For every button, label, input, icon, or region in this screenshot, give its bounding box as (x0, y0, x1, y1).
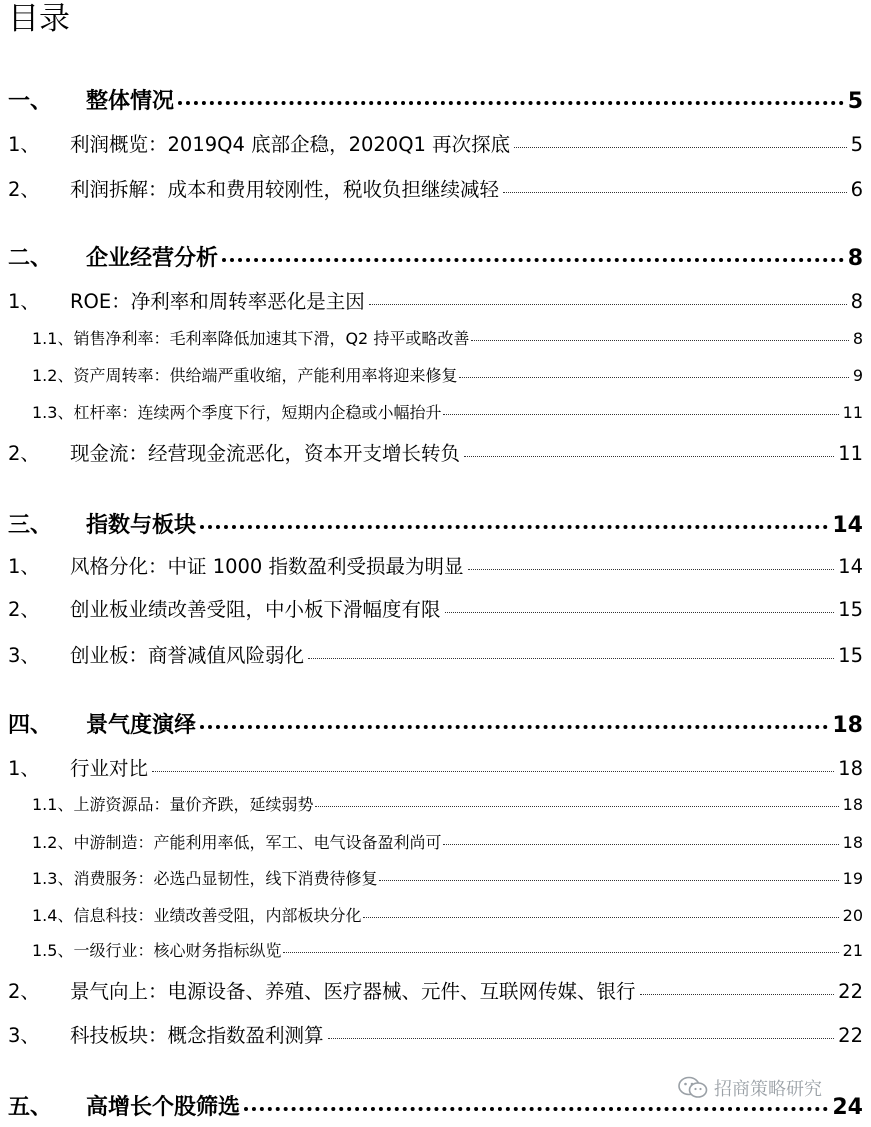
dot-leader (328, 1023, 835, 1043)
toc-entry-text: 资产周转率：供给端严重收缩，产能利用率将迎来修复 (73, 366, 458, 385)
dot-leader (459, 365, 848, 381)
toc-entry-number: 1.1、 (32, 795, 74, 814)
toc-entry-text: 中游制造：产能利用率低，军工、电气设备盈利尚可 (73, 833, 442, 852)
dot-leader (468, 554, 835, 574)
toc-entry-page: 24 (832, 1095, 863, 1120)
dot-leader (503, 177, 847, 197)
toc-entry-number: 1.2、 (32, 833, 74, 852)
toc-entry-text: 利润概览：2019Q4 底部企稳，2020Q1 再次探底 (70, 133, 511, 156)
watermark (678, 1075, 822, 1101)
toc-entry-number: 3、 (8, 644, 40, 667)
toc-entry-level1[interactable] (0, 708, 871, 739)
toc-entry-page: 14 (838, 555, 863, 578)
toc-entry-text: 创业板：商誉减值风险弱化 (70, 644, 305, 667)
toc-entry-level2[interactable] (0, 1020, 871, 1048)
toc-entry-page: 18 (842, 833, 863, 852)
toc-entry-level3[interactable] (0, 903, 871, 926)
toc-entry-page: 15 (838, 598, 863, 621)
toc-entry-page: 14 (832, 513, 863, 538)
toc-entry-level3[interactable] (0, 830, 871, 853)
toc-entry-level1[interactable] (0, 508, 871, 539)
toc-entry-text: 信息科技：业绩改善受阻，内部板块分化 (73, 906, 362, 925)
dot-leader (471, 328, 848, 344)
toc-entry-number: 2、 (8, 178, 40, 201)
toc-entry-level2[interactable] (0, 438, 871, 466)
toc-entry-level1[interactable] (0, 241, 871, 272)
toc-entry-page: 8 (847, 246, 863, 271)
toc-entry-page: 8 (850, 290, 863, 313)
toc-entry-number: 1、 (8, 290, 40, 313)
toc-entry-text: 销售净利率：毛利率降低加速其下滑，Q2 持平或略改善 (73, 329, 470, 348)
toc-entry-text: 景气向上：电源设备、养殖、医疗器械、元件、互联网传媒、银行 (70, 980, 636, 1003)
toc-title: 目录 (8, 1, 70, 37)
toc-entry-page: 22 (838, 980, 863, 1003)
dot-leader (283, 940, 838, 956)
toc-entry-number: 1、 (8, 555, 40, 578)
toc-entry-level2[interactable] (0, 640, 871, 668)
toc-entry-level2[interactable] (0, 129, 871, 157)
toc-entry-number: 一、 (8, 89, 53, 114)
dot-leader (379, 868, 838, 884)
dot-leader (222, 243, 844, 265)
wechat-icon (678, 1076, 708, 1100)
toc-entry-level2[interactable] (0, 753, 871, 781)
dot-leader (308, 643, 834, 663)
toc-entry-text: ROE：净利率和周转率恶化是主因 (70, 290, 365, 313)
dot-leader (369, 289, 847, 309)
toc-entry-page: 9 (852, 366, 863, 385)
toc-entry-text: 利润拆解：成本和费用较刚性，税收负担继续减轻 (70, 178, 500, 201)
watermark-text: 招商策略研究 (714, 1079, 822, 1100)
toc-entry-text: 高增长个股筛选 (86, 1095, 241, 1120)
toc-entry-page: 8 (852, 329, 863, 348)
toc-entry-page: 19 (842, 869, 863, 888)
toc-entry-level1[interactable] (0, 84, 871, 115)
dot-leader (464, 441, 834, 461)
toc-entry-number: 1、 (8, 133, 40, 156)
toc-entry-page: 18 (838, 757, 863, 780)
toc-entry-number: 四、 (8, 713, 53, 738)
toc-entry-text: 指数与板块 (86, 513, 197, 538)
toc-entry-number: 2、 (8, 442, 40, 465)
toc-entry-number: 2、 (8, 980, 40, 1003)
toc-entry-level2[interactable] (0, 286, 871, 314)
toc-entry-number: 1.3、 (32, 403, 74, 422)
toc-entry-text: 创业板业绩改善受阻，中小板下滑幅度有限 (70, 598, 441, 621)
toc-entry-text: 现金流：经营现金流恶化，资本开支增长转负 (70, 442, 461, 465)
toc-entry-text: 整体情况 (86, 89, 175, 114)
toc-entry-number: 1.5、 (32, 941, 74, 960)
toc-entry-level2[interactable] (0, 594, 871, 622)
toc-entry-page: 20 (842, 906, 863, 925)
dot-leader (443, 402, 838, 418)
toc-entry-number: 1、 (8, 757, 40, 780)
toc-entry-page: 11 (842, 403, 863, 422)
toc-entry-level2[interactable] (0, 976, 871, 1004)
toc-entry-number: 三、 (8, 513, 53, 538)
toc-entry-page: 5 (847, 89, 863, 114)
toc-entry-number: 二、 (8, 246, 53, 271)
toc-entry-number: 3、 (8, 1024, 40, 1047)
toc-entry-level2[interactable] (0, 551, 871, 579)
toc-entry-level3[interactable] (0, 363, 871, 386)
dot-leader (443, 832, 838, 848)
toc-entry-page: 15 (838, 644, 863, 667)
toc-entry-page: 11 (838, 442, 863, 465)
toc-entry-number: 1.2、 (32, 366, 74, 385)
dot-leader (152, 756, 834, 776)
dot-leader (445, 597, 835, 617)
toc-entry-level3[interactable] (0, 326, 871, 349)
toc-entry-level2[interactable] (0, 174, 871, 202)
toc-entry-number: 1.1、 (32, 329, 74, 348)
toc-entry-page: 5 (850, 133, 863, 156)
toc-entry-text: 上游资源品：量价齐跌，延续弱势 (73, 795, 314, 814)
toc-entry-text: 景气度演绎 (86, 713, 197, 738)
toc-entry-number: 2、 (8, 598, 40, 621)
toc-entry-text: 消费服务：必选凸显韧性，线下消费待修复 (73, 869, 378, 888)
dot-leader (178, 86, 844, 108)
toc-entry-text: 科技板块：概念指数盈利测算 (70, 1024, 324, 1047)
toc-entry-page: 22 (838, 1024, 863, 1047)
toc-entry-page: 21 (842, 941, 863, 960)
dot-leader (200, 710, 828, 732)
toc-entry-level3[interactable] (0, 400, 871, 423)
toc-entry-number: 五、 (8, 1095, 53, 1120)
toc-entry-number: 1.4、 (32, 906, 74, 925)
toc-entry-page: 18 (842, 795, 863, 814)
dot-leader (315, 794, 838, 810)
toc-entry-text: 行业对比 (70, 757, 149, 780)
dot-leader (514, 132, 846, 152)
toc-entry-level3[interactable] (0, 866, 871, 889)
toc-entry-level3[interactable] (0, 938, 871, 961)
toc-entry-page: 18 (832, 713, 863, 738)
toc-entry-number: 1.3、 (32, 869, 74, 888)
dot-leader (640, 979, 835, 999)
dot-leader (363, 905, 838, 921)
toc-entry-text: 企业经营分析 (86, 246, 219, 271)
toc-entry-text: 杠杆率：连续两个季度下行，短期内企稳或小幅抬升 (73, 403, 442, 422)
toc-entry-text: 一级行业：核心财务指标纵览 (73, 941, 282, 960)
toc-entry-page: 6 (850, 178, 863, 201)
dot-leader (200, 510, 828, 532)
toc-entry-text: 风格分化：中证 1000 指数盈利受损最为明显 (70, 555, 464, 578)
toc-entry-level3[interactable] (0, 792, 871, 815)
